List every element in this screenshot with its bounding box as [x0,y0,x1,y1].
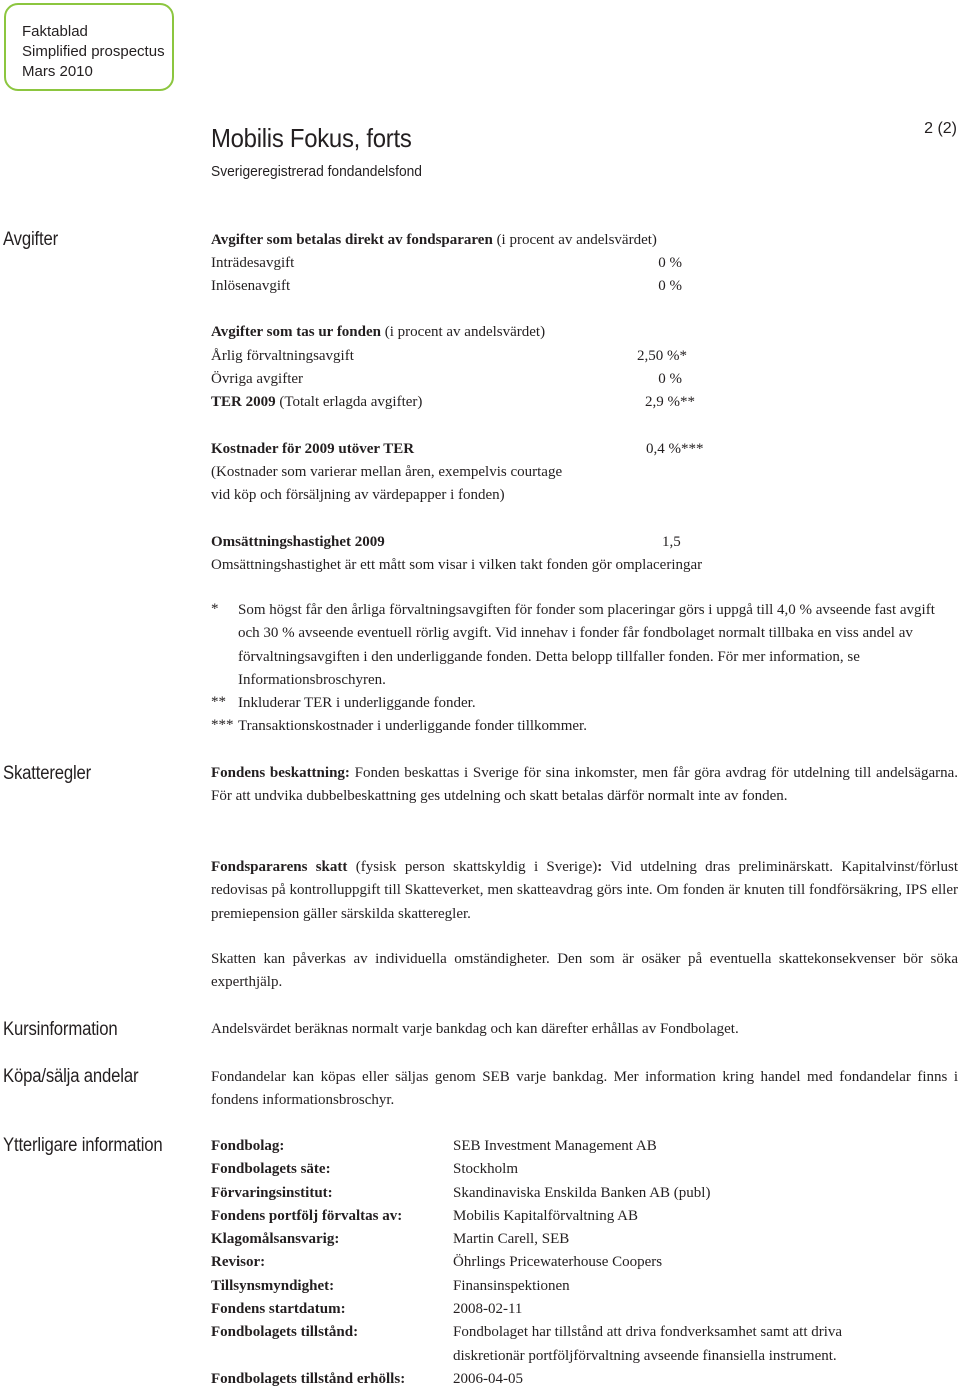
info-value: Stockholm [453,1161,519,1177]
info-label: Fondens portfölj förvaltas av: [211,1208,403,1224]
footnote-mark-2: ** [211,694,226,710]
footnote-text-1: Som högst får den årliga förvaltningsavgiften för fonder som placeringar görs i uppgå till 4,0 % avseende fast avgift och 30 % avseende eventuell rörlig avgift. Vid innehav i fonder får fondbolaget normalt tillbaka en viss andel av förvaltningsavgiften i den underliggande fonden. Detta belopp tillfaller fonden. För mer information, se Informationsbroschyren. [238,602,935,688]
badge-doc-type-en: Simplified prospectus [22,43,165,60]
info-label: Revisor: [211,1254,266,1270]
ter-value: 2,9 %** [645,394,695,410]
document-badge [4,3,174,91]
extra-costs-note-1: (Kostnader som varierar mellan åren, exempelvis courtage [211,464,563,480]
page-title: Mobilis Fokus, forts [211,123,412,153]
info-value: SEB Investment Management AB [453,1138,657,1154]
footnote-text-2: Inkluderar TER i underliggande fonder. [238,695,476,711]
footnote-text-3: Transaktionskostnader i underliggande fonder tillkommer. [238,718,587,734]
section-kursinformation: Kursinformation [3,1019,118,1040]
tax-paragraph-advice: Skatten kan påverkas av individuella omständigheter. Den som är osäker på eventuella skattekonsekvenser bör söka experthjälp. [211,951,958,991]
footnote-mark-3: *** [211,717,234,733]
other-fees-value: 0 % [658,371,682,387]
section-skatteregler: Skatteregler [3,763,92,784]
direct-fees-heading: Avgifter som betalas direkt av fondspararen (i procent av andelsvärdet) [211,232,657,248]
entry-fee-value: 0 % [658,255,682,271]
tax-paragraph-fund: Fondens beskattning: Fonden beskattas i Sverige för sina inkomster, men får göra avdrag för utdelning till andelsägarna. För att undvika dubbelbeskattning ges utdelning och skatt betalas därför normalt inte av fonden. [211,765,958,805]
badge-doc-type: Faktablad [22,23,88,40]
management-fee-label: Årlig förvaltningsavgift [211,348,354,364]
extra-costs-value: 0,4 %*** [646,441,704,457]
info-label: Fondbolag: [211,1138,285,1154]
info-value: 2008-02-11 [453,1301,523,1317]
exit-fee-label: Inlösenavgift [211,278,291,294]
extra-costs-note-2: vid köp och försäljning av värdepapper i fonden) [211,487,505,503]
turnover-description: Omsättningshastighet är ett mått som visar i vilken takt fonden gör omplaceringar [211,557,703,573]
info-label: Fondens startdatum: [211,1301,346,1317]
footnote-mark-1: * [211,601,219,617]
extra-costs-label: Kostnader för 2009 utöver TER [211,441,415,457]
section-ytterligare-information: Ytterligare information [3,1135,163,1156]
info-value: Martin Carell, SEB [453,1231,570,1247]
info-label: Tillsynsmyndighet: [211,1278,335,1294]
info-label: Fondbolagets tillstånd erhölls: [211,1371,406,1387]
tax-paragraph-saver: Fondspararens skatt (fysisk person skattskyldig i Sverige): Vid utdelning dras preliminärskatt. Kapitalvinst/förlust redovisas på kontrolluppgift till Skatteverket, men skatteavdrag görs inte. Om fonden är knuten till fondförsäkring, IPS eller premiepension gäller särskilda skatteregler. [211,859,958,922]
turnover-value: 1,5 [662,534,681,550]
price-info-text: Andelsvärdet beräknas normalt varje bankdag och kan därefter erhållas av Fondbolaget. [211,1021,739,1037]
section-kopa-salja: Köpa/sälja andelar [3,1066,139,1087]
info-value: Öhrlings Pricewaterhouse Coopers [453,1254,663,1270]
ter-label: TER 2009 (Totalt erlagda avgifter) [211,394,423,410]
info-label: Förvaringsinstitut: [211,1185,333,1201]
page-subtitle: Sverigeregistrerad fondandelsfond [211,163,422,180]
info-value: Mobilis Kapitalförvaltning AB [453,1208,638,1224]
info-value: Fondbolaget har tillstånd att driva fondverksamhet samt att driva [453,1324,843,1340]
info-value-continued: diskretionär portföljförvaltning avseende finansiella instrument. [453,1348,837,1364]
management-fee-value: 2,50 %* [637,348,687,364]
other-fees-label: Övriga avgifter [211,371,304,387]
entry-fee-label: Inträdesavgift [211,255,295,271]
info-label: Klagomålsansvarig: [211,1231,340,1247]
info-label: Fondbolagets säte: [211,1161,331,1177]
info-value: Finansinspektionen [453,1278,570,1294]
section-avgifter: Avgifter [3,229,58,250]
badge-date: Mars 2010 [22,63,93,80]
info-value: 2006-04-05 [453,1371,523,1387]
info-value: Skandinaviska Enskilda Banken AB (publ) [453,1185,711,1201]
fund-fees-heading: Avgifter som tas ur fonden (i procent av andelsvärdet) [211,324,546,340]
info-label: Fondbolagets tillstånd: [211,1324,359,1340]
trade-info-text: Fondandelar kan köpas eller säljas genom SEB varje bankdag. Mer information kring handel med fondandelar finns i fondens informationsbroschyr. [211,1069,958,1109]
turnover-label: Omsättningshastighet 2009 [211,534,385,550]
exit-fee-value: 0 % [658,278,682,294]
page-number: 2 (2) [924,120,957,137]
